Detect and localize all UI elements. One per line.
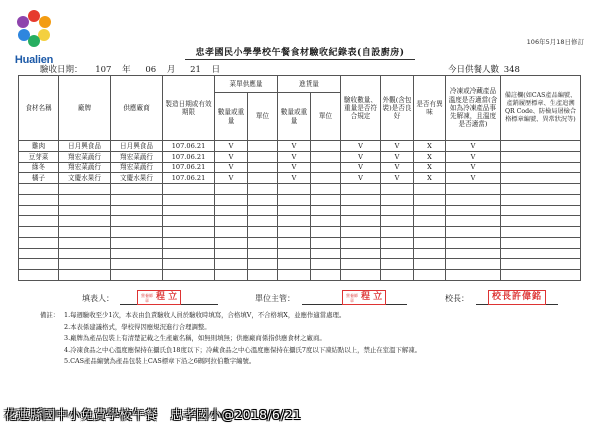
empty-cell <box>446 259 501 270</box>
note-item: 4.冷凍食品之中心溫度應保持在攝氏負18度以下；冷藏食品之中心溫度應保持在攝氏7度以下凍結點以上，禁止在室溫下解凍。 <box>64 345 421 354</box>
empty-cell <box>341 194 381 205</box>
empty-cell <box>163 216 215 227</box>
cell-ingredient: 橘子 <box>19 173 59 184</box>
empty-table-row <box>19 184 581 195</box>
empty-cell <box>163 184 215 195</box>
empty-cell <box>59 259 111 270</box>
cell-odor: X <box>414 141 446 152</box>
notes-lead: 備註： <box>40 311 60 319</box>
cell-ingredient: 綠冬 <box>19 162 59 173</box>
empty-cell <box>248 184 278 195</box>
cell-menu-unit <box>248 162 278 173</box>
empty-cell <box>414 216 446 227</box>
empty-cell <box>501 184 581 195</box>
empty-cell <box>59 194 111 205</box>
inspection-table <box>18 75 581 281</box>
empty-cell <box>111 248 163 259</box>
empty-cell <box>414 248 446 259</box>
cell-delivered-qty: V <box>278 151 311 162</box>
empty-cell <box>414 259 446 270</box>
empty-cell <box>341 227 381 238</box>
empty-cell <box>248 194 278 205</box>
empty-cell <box>381 184 414 195</box>
cell-packaging: V <box>381 141 414 152</box>
header-delivered-qty: 數量或重量 <box>278 93 311 141</box>
header-menu-qty: 數量或重量 <box>215 93 248 141</box>
empty-cell <box>278 227 311 238</box>
cell-date: 107.06.21 <box>163 173 215 184</box>
empty-cell <box>341 216 381 227</box>
empty-cell <box>111 259 163 270</box>
empty-cell <box>248 216 278 227</box>
empty-cell <box>59 227 111 238</box>
cell-menu-qty: V <box>215 151 248 162</box>
empty-cell <box>501 248 581 259</box>
date-year-unit: 年 <box>122 65 131 75</box>
header-delivered: 進貨量 <box>278 76 341 93</box>
empty-cell <box>59 270 111 281</box>
empty-cell <box>446 248 501 259</box>
empty-cell <box>311 205 341 216</box>
empty-cell <box>311 248 341 259</box>
empty-table-row <box>19 205 581 216</box>
cell-date: 107.06.21 <box>163 141 215 152</box>
cell-cold-chain: V <box>446 151 501 162</box>
date-label: 驗收日期： <box>40 65 83 75</box>
title-underline <box>185 59 415 60</box>
empty-cell <box>215 270 248 281</box>
cell-ingredient: 豆芽菜 <box>19 151 59 162</box>
note-item: 5.CAS產品編號為產品包裝上CAS標章下沿之6碼阿拉伯數字編號。 <box>64 357 256 366</box>
revision-note: 106年5月18日修訂 <box>526 38 584 46</box>
header-menu-unit: 單位 <box>248 93 278 141</box>
empty-table-row <box>19 237 581 248</box>
cell-delivered-unit <box>311 151 341 162</box>
empty-cell <box>19 227 59 238</box>
empty-cell <box>311 227 341 238</box>
empty-cell <box>381 227 414 238</box>
photo-caption: 花蓮縣國中小免費學校午餐 忠孝國小@2018/6/21 <box>4 407 302 422</box>
empty-cell <box>381 259 414 270</box>
empty-cell <box>19 248 59 259</box>
empty-cell <box>381 237 414 248</box>
cell-brand: 文慶水果行 <box>59 173 111 184</box>
empty-cell <box>215 194 248 205</box>
empty-cell <box>381 248 414 259</box>
empty-cell <box>59 216 111 227</box>
empty-table-row <box>19 216 581 227</box>
supervisor-label: 單位主管： <box>255 294 295 303</box>
date-day-unit: 日 <box>211 65 221 75</box>
empty-cell <box>414 237 446 248</box>
empty-cell <box>163 194 215 205</box>
cell-brand: 翔宏菜蔬行 <box>59 151 111 162</box>
header-check-qty: 驗收數量、重量是否符合規定 <box>341 76 381 141</box>
empty-cell <box>341 184 381 195</box>
header-packaging: 外觀(含包裝)是否良好 <box>381 76 414 141</box>
empty-cell <box>19 237 59 248</box>
cell-supplier: 翔宏菜蔬行 <box>111 162 163 173</box>
empty-cell <box>215 184 248 195</box>
date-year: 107 <box>95 65 112 75</box>
table-row <box>19 173 581 184</box>
empty-table-row <box>19 259 581 270</box>
date-day: 21 <box>190 65 201 75</box>
cell-menu-unit <box>248 141 278 152</box>
empty-table-row <box>19 227 581 238</box>
empty-cell <box>501 194 581 205</box>
empty-cell <box>501 216 581 227</box>
empty-cell <box>278 194 311 205</box>
empty-cell <box>311 184 341 195</box>
page-title: 忠孝國民小學學校午餐食材驗收紀錄表(自設廚房) <box>0 45 600 58</box>
principal-stamp: 校長許偉銘 <box>488 290 546 305</box>
cell-remarks <box>501 162 581 173</box>
empty-cell <box>446 194 501 205</box>
empty-cell <box>381 216 414 227</box>
header-ingredient: 食材名稱 <box>19 76 59 141</box>
empty-cell <box>111 205 163 216</box>
cell-menu-unit <box>248 151 278 162</box>
empty-cell <box>341 248 381 259</box>
empty-cell <box>414 270 446 281</box>
cell-packaging: V <box>381 173 414 184</box>
empty-cell <box>278 248 311 259</box>
header-delivered-unit: 單位 <box>311 93 341 141</box>
cell-ingredient: 雞肉 <box>19 141 59 152</box>
empty-cell <box>278 205 311 216</box>
empty-cell <box>248 248 278 259</box>
cell-brand: 日月興食品 <box>59 141 111 152</box>
cell-odor: X <box>414 162 446 173</box>
empty-cell <box>311 216 341 227</box>
cell-remarks <box>501 151 581 162</box>
empty-cell <box>248 259 278 270</box>
empty-cell <box>248 227 278 238</box>
principal-label: 校長： <box>445 294 469 303</box>
empty-cell <box>501 270 581 281</box>
cell-supplier: 翔宏菜蔬行 <box>111 151 163 162</box>
cell-remarks <box>501 141 581 152</box>
empty-cell <box>278 216 311 227</box>
empty-cell <box>19 270 59 281</box>
empty-cell <box>248 205 278 216</box>
cell-supplier: 日月興食品 <box>111 141 163 152</box>
note-item: 3.廠牌為產品包裝上有清楚記載之生產廠名稱，如無則填無；供應廠商係指供應食材之廠商。 <box>64 334 326 343</box>
header-mfg-date: 製造日期或有效期限 <box>163 76 215 141</box>
empty-cell <box>414 194 446 205</box>
empty-cell <box>341 270 381 281</box>
empty-cell <box>163 270 215 281</box>
signature-row <box>0 289 600 309</box>
empty-cell <box>446 205 501 216</box>
cell-delivered-qty: V <box>278 173 311 184</box>
empty-cell <box>59 248 111 259</box>
cell-menu-qty: V <box>215 141 248 152</box>
empty-cell <box>501 259 581 270</box>
header-cold-chain: 冷凍或冷藏產品溫度是否適當(含如為冷凍產品事先解凍，且溫度是否適當) <box>446 76 501 141</box>
empty-cell <box>215 237 248 248</box>
empty-cell <box>59 205 111 216</box>
empty-cell <box>341 237 381 248</box>
empty-cell <box>341 259 381 270</box>
cell-check-qty: V <box>341 151 381 162</box>
cell-delivered-qty: V <box>278 162 311 173</box>
empty-cell <box>111 216 163 227</box>
empty-cell <box>163 205 215 216</box>
empty-cell <box>446 270 501 281</box>
empty-cell <box>501 237 581 248</box>
cell-odor: X <box>414 151 446 162</box>
cell-menu-qty: V <box>215 162 248 173</box>
note-item: 1.每週驗收至少1次，本表由負責驗收人員於驗收時填寫，合格填V，不合格填X，並應作適當處理。 <box>64 311 346 319</box>
empty-cell <box>215 227 248 238</box>
cell-menu-qty: V <box>215 173 248 184</box>
empty-cell <box>163 259 215 270</box>
cell-packaging: V <box>381 162 414 173</box>
note-item: 2.本表係建議格式，學校得因應規況進行合理調整。 <box>64 322 211 331</box>
empty-cell <box>111 194 163 205</box>
cell-cold-chain: V <box>446 173 501 184</box>
cell-check-qty: V <box>341 173 381 184</box>
empty-cell <box>19 194 59 205</box>
empty-cell <box>311 237 341 248</box>
header-supplier: 供應廠商 <box>111 76 163 141</box>
empty-cell <box>111 237 163 248</box>
empty-cell <box>111 227 163 238</box>
today-servings-value: 348 <box>503 65 520 75</box>
empty-cell <box>19 259 59 270</box>
empty-cell <box>446 184 501 195</box>
empty-cell <box>381 194 414 205</box>
empty-cell <box>248 270 278 281</box>
empty-cell <box>248 237 278 248</box>
flower-logo-icon <box>14 8 54 48</box>
cell-date: 107.06.21 <box>163 151 215 162</box>
cell-packaging: V <box>381 151 414 162</box>
empty-cell <box>111 270 163 281</box>
empty-cell <box>311 270 341 281</box>
cell-delivered-unit <box>311 173 341 184</box>
logo-text: Hualien <box>14 54 54 66</box>
cell-delivered-unit <box>311 162 341 173</box>
table-row <box>19 141 581 152</box>
empty-cell <box>215 248 248 259</box>
empty-cell <box>414 205 446 216</box>
cell-check-qty: V <box>341 162 381 173</box>
empty-cell <box>278 237 311 248</box>
empty-cell <box>311 259 341 270</box>
today-servings <box>448 63 522 75</box>
table-row <box>19 162 581 173</box>
cell-cold-chain: V <box>446 141 501 152</box>
cell-remarks <box>501 173 581 184</box>
empty-cell <box>163 237 215 248</box>
empty-cell <box>19 184 59 195</box>
header-odor: 是否有異味 <box>414 76 446 141</box>
date-month-unit: 月 <box>166 65 176 75</box>
empty-cell <box>501 205 581 216</box>
cell-date: 107.06.21 <box>163 162 215 173</box>
cell-cold-chain: V <box>446 162 501 173</box>
notes-list <box>64 310 584 368</box>
filler-label: 填表人： <box>82 294 114 303</box>
cell-delivered-unit <box>311 141 341 152</box>
empty-cell <box>278 259 311 270</box>
empty-cell <box>59 184 111 195</box>
empty-cell <box>19 205 59 216</box>
filler-stamp: 營養師章 程 立 <box>137 290 181 305</box>
empty-cell <box>215 216 248 227</box>
empty-cell <box>111 184 163 195</box>
cell-brand: 翔宏菜蔬行 <box>59 162 111 173</box>
inspection-date <box>40 63 220 75</box>
header-brand: 廠牌 <box>59 76 111 141</box>
empty-cell <box>446 227 501 238</box>
empty-table-row <box>19 194 581 205</box>
empty-cell <box>59 237 111 248</box>
empty-table-row <box>19 270 581 281</box>
cell-delivered-qty: V <box>278 141 311 152</box>
empty-cell <box>381 205 414 216</box>
empty-cell <box>341 205 381 216</box>
empty-cell <box>215 259 248 270</box>
supervisor-stamp: 營養師章 程 立 <box>342 290 386 305</box>
header-remarks: 備註欄(如CAS產品編號、產銷履歷標章、生產追溯QR Code、防檢局屠檢合格標章編號、異常狀況等) <box>501 76 581 141</box>
empty-cell <box>381 270 414 281</box>
empty-cell <box>414 227 446 238</box>
empty-cell <box>446 216 501 227</box>
table-row <box>19 151 581 162</box>
empty-cell <box>215 205 248 216</box>
empty-cell <box>19 216 59 227</box>
today-servings-label: 今日供餐人數 <box>448 65 500 75</box>
empty-cell <box>311 194 341 205</box>
empty-table-row <box>19 248 581 259</box>
empty-cell <box>414 184 446 195</box>
empty-cell <box>163 227 215 238</box>
empty-cell <box>278 184 311 195</box>
cell-odor: X <box>414 173 446 184</box>
header-menu-supply: 菜單供應量 <box>215 76 278 93</box>
cell-supplier: 文慶水果行 <box>111 173 163 184</box>
empty-cell <box>501 227 581 238</box>
empty-cell <box>163 248 215 259</box>
empty-cell <box>446 237 501 248</box>
date-month: 06 <box>145 65 157 75</box>
cell-menu-unit <box>248 173 278 184</box>
empty-cell <box>278 270 311 281</box>
cell-check-qty: V <box>341 141 381 152</box>
